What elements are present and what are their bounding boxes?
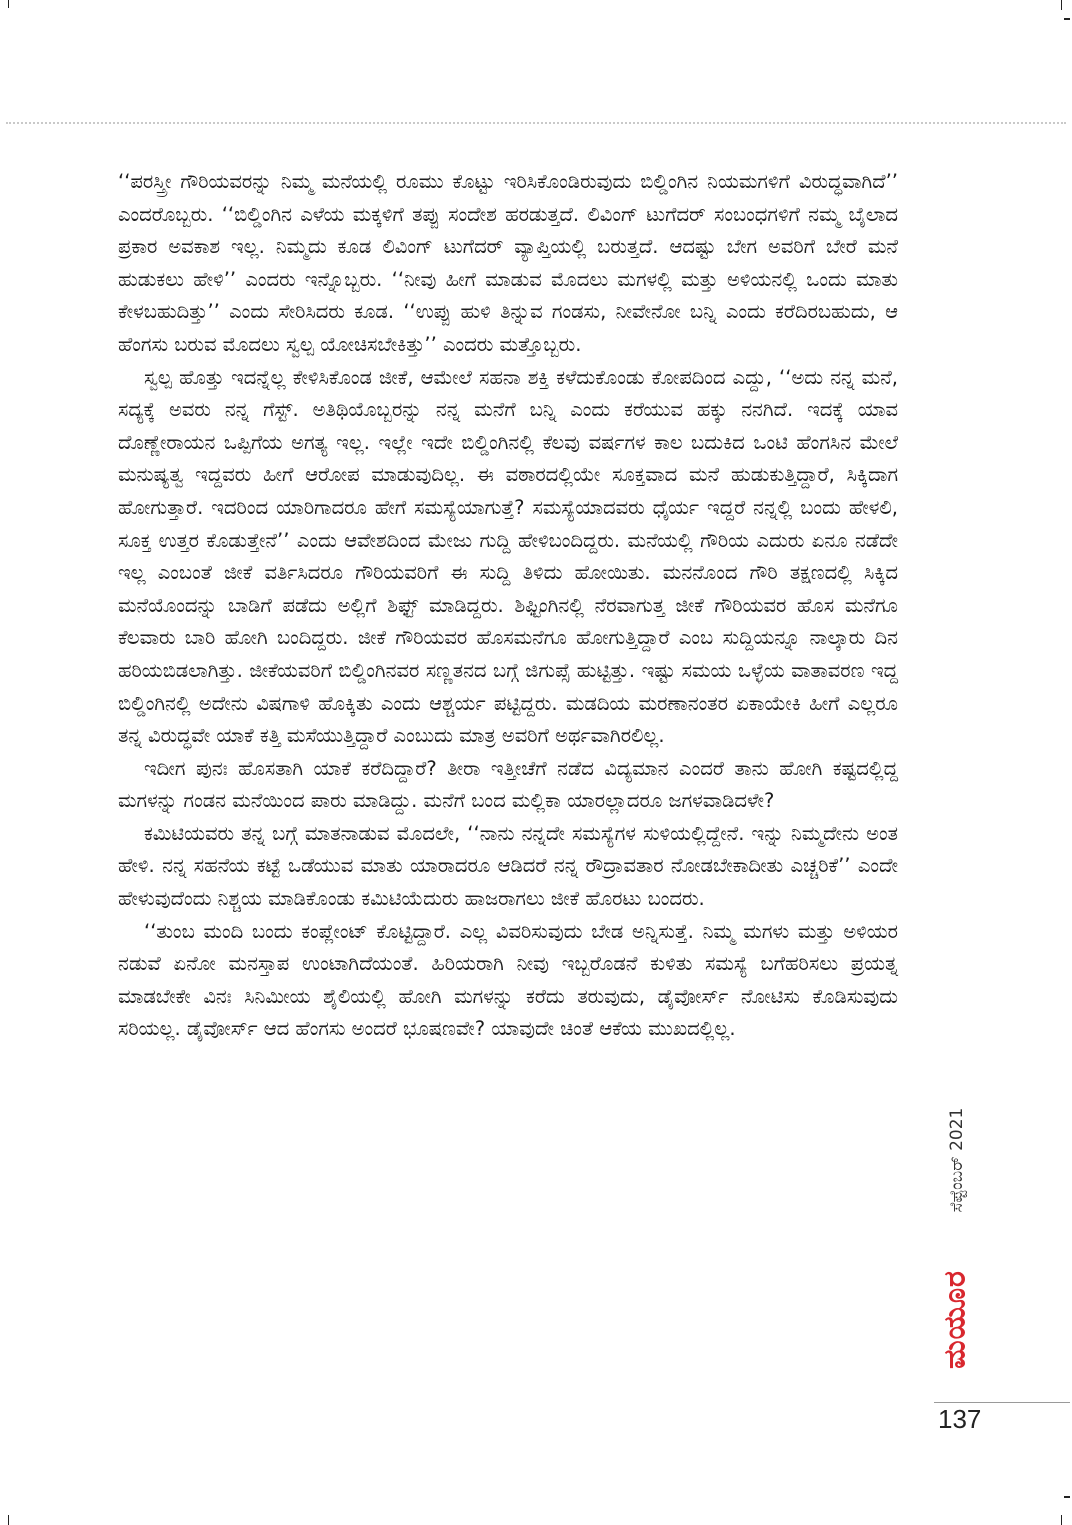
article-body <box>118 166 898 1046</box>
magazine-logo <box>938 1244 972 1394</box>
paragraph-2: ಸ್ವಲ್ಪ ಹೊತ್ತು ಇದನ್ನೆಲ್ಲ ಕೇಳಿಸಿಕೊಂಡ ಜೀಕೆ, ಆಮೇಲೆ ಸಹನಾ ಶಕ್ತಿ ಕಳೆದುಕೊಂಡು ಕೋಪದಿಂದ ಎದ್ದು, ‘‘ಅದು ನನ್ನ ಮನೆ, ಸದ್ಯಕ್ಕೆ ಅವರು ನನ್ನ ಗೆಸ್ಟ್. ಅತಿಥಿಯೊಬ್ಬರನ್ನು ನನ್ನ ಮನೆಗೆ ಬನ್ನಿ ಎಂದು ಕರೆಯುವ ಹಕ್ಕು ನನಗಿದೆ. ಇದಕ್ಕೆ ಯಾವ ದೊಣ್ಣೇರಾಯನ ಒಪ್ಪಿಗೆಯ ಅಗತ್ಯ ಇಲ್ಲ. ಇಲ್ಲೇ ಇದೇ ಬಿಲ್ಡಿಂಗಿನಲ್ಲಿ ಕೆಲವು ವರ್ಷಗಳ ಕಾಲ ಬದುಕಿದ ಒಂಟಿ ಹೆಂಗಸಿನ ಮೇಲೆ ಮನುಷ್ಯತ್ವ ಇದ್ದವರು ಹೀಗೆ ಆರೋಪ ಮಾಡುವುದಿಲ್ಲ. ಈ ವಠಾರದಲ್ಲಿಯೇ ಸೂಕ್ತವಾದ ಮನೆ ಹುಡುಕುತ್ತಿದ್ದಾರೆ, ಸಿಕ್ಕಿದಾಗ ಹೋಗುತ್ತಾರೆ. ಇದರಿಂದ ಯಾರಿಗಾದರೂ ಹೇಗೆ ಸಮಸ್ಯೆಯಾಗುತ್ತೆ? ಸಮಸ್ಯೆಯಾದವರು ಧೈರ್ಯ ಇದ್ದರೆ ನನ್ನಲ್ಲಿ ಬಂದು ಹೇಳಲಿ, ಸೂಕ್ತ ಉತ್ತರ ಕೊಡುತ್ತೇನೆ’’ ಎಂದು ಆವೇಶದಿಂದ ಮೇಜು ಗುದ್ದಿ ಹೇಳಿಬಂದಿದ್ದರು. ಮನೆಯಲ್ಲಿ ಗೌರಿಯ ಎದುರು ಏನೂ ನಡೆದೇ ಇಲ್ಲ ಎಂಬಂತೆ ಜೀಕೆ ವರ್ತಿಸಿದರೂ ಗೌರಿಯವರಿಗೆ ಈ ಸುದ್ದಿ ತಿಳಿದು ಹೋಯಿತು. ಮನನೊಂದ ಗೌರಿ ತಕ್ಷಣದಲ್ಲಿ ಸಿಕ್ಕಿದ ಮನೆಯೊಂದನ್ನು ಬಾಡಿಗೆ ಪಡೆದು ಅಲ್ಲಿಗೆ ಶಿಫ್ಟ್ ಮಾಡಿದ್ದರು. ಶಿಫ್ಟಿಂಗಿನಲ್ಲಿ ನೆರವಾಗುತ್ತ ಜೀಕೆ ಗೌರಿಯವರ ಹೊಸ ಮನೆಗೂ ಕೆಲವಾರು ಬಾರಿ ಹೋಗಿ ಬಂದಿದ್ದರು. ಜೀಕೆ ಗೌರಿಯವರ ಹೊಸಮನೆಗೂ ಹೋಗುತ್ತಿದ್ದಾರೆ ಎಂಬ ಸುದ್ದಿಯನ್ನೂ ನಾಲ್ಕಾರು ದಿನ ಹರಿಯಬಿಡಲಾಗಿತ್ತು. ಜೀಕೆಯವರಿಗೆ ಬಿಲ್ಡಿಂಗಿನವರ ಸಣ್ಣತನದ ಬಗ್ಗೆ ಜಿಗುಪ್ಸೆ ಹುಟ್ಟಿತ್ತು. ಇಷ್ಟು ಸಮಯ ಒಳ್ಳೆಯ ವಾತಾವರಣ ಇದ್ದ ಬಿಲ್ಡಿಂಗಿನಲ್ಲಿ ಅದೇನು ವಿಷಗಾಳಿ ಹೊಕ್ಕಿತು ಎಂದು ಆಶ್ಚರ್ಯ ಪಟ್ಟಿದ್ದರು. ಮಡದಿಯ ಮರಣಾನಂತರ ಏಕಾಯೇಕಿ ಹೀಗೆ ಎಲ್ಲರೂ ತನ್ನ ವಿರುದ್ಧವೇ ಯಾಕೆ ಕತ್ತಿ ಮಸೆಯುತ್ತಿದ್ದಾರೆ ಎಂಬುದು ಮಾತ್ರ ಅವರಿಗೆ ಅರ್ಥವಾಗಿರಲಿಲ್ಲ. <box>118 365 898 748</box>
issue-date-label <box>938 1098 972 1238</box>
crop-mark-top-right <box>1061 0 1062 10</box>
crop-mark-right-top <box>1064 18 1070 20</box>
paragraph-5: ‘‘ತುಂಬ ಮಂದಿ ಬಂದು ಕಂಪ್ಲೇಂಟ್ ಕೊಟ್ಟಿದ್ದಾರೆ. ಎಲ್ಲ ವಿವರಿಸುವುದು ಬೇಡ ಅನ್ನಿಸುತ್ತೆ. ನಿಮ್ಮ ಮಗಳು ಮತ್ತು ಅಳಿಯರ ನಡುವೆ ಏನೋ ಮನಸ್ತಾಪ ಉಂಟಾಗಿದೆಯಂತೆ. ಹಿರಿಯರಾಗಿ ನೀವು ಇಬ್ಬರೊಡನೆ ಕುಳಿತು ಸಮಸ್ಯೆ ಬಗೆಹರಿಸಲು ಪ್ರಯತ್ನ ಮಾಡಬೇಕೇ ವಿನಃ ಸಿನಿಮೀಯ ಶೈಲಿಯಲ್ಲಿ ಹೋಗಿ ಮಗಳನ್ನು ಕರೆದು ತರುವುದು, ಡೈವೋರ್ಸ್ ನೋಟಿಸು ಕೊಡಿಸುವುದು ಸರಿಯಲ್ಲ. ಡೈವೋರ್ಸ್ ಆದ ಹೆಂಗಸು ಅಂದರೆ ಭೂಷಣವೇ? ಯಾವುದೇ ಚಿಂತೆ ಆಕೆಯ ಮುಖದಲ್ಲಿಲ್ಲ. <box>118 919 898 1041</box>
page-number-rule <box>934 1402 1070 1403</box>
paragraph-4: ಕಮಿಟಿಯವರು ತನ್ನ ಬಗ್ಗೆ ಮಾತನಾಡುವ ಮೊದಲೇ, ‘‘ನಾನು ನನ್ನದೇ ಸಮಸ್ಯೆಗಳ ಸುಳಿಯಲ್ಲಿದ್ದೇನೆ. ಇನ್ನು ನಿಮ್ಮದೇನು ಅಂತ ಹೇಳಿ. ನನ್ನ ಸಹನೆಯ ಕಟ್ಟೆ ಒಡೆಯುವ ಮಾತು ಯಾರಾದರೂ ಆಡಿದರೆ ನನ್ನ ರೌದ್ರಾವತಾರ ನೋಡಬೇಕಾದೀತು ಎಚ್ಚರಿಕೆ’’ ಎಂದೇ ಹೇಳುವುದೆಂದು ನಿಶ್ಚಯ ಮಾಡಿಕೊಂಡು ಕಮಿಟಿಯೆದುರು ಹಾಜರಾಗಲು ಜೀಕೆ ಹೊರಟು ಬಂದರು. <box>118 821 898 911</box>
issue-month-year: ಸೆಪ್ಟೆಂಬರ್ 2021 <box>947 1107 967 1213</box>
page-number: 137 <box>938 1404 982 1434</box>
paragraph-1: ‘‘ಪರಸ್ತ್ರೀ ಗೌರಿಯವರನ್ನು ನಿಮ್ಮ ಮನೆಯಲ್ಲಿ ರೂಮು ಕೊಟ್ಟು ಇರಿಸಿಕೊಂಡಿರುವುದು ಬಿಲ್ಡಿಂಗಿನ ನಿಯಮಗಳಿಗೆ ವಿರುದ್ಧವಾಗಿದೆ’’ ಎಂದರೊಬ್ಬರು. ‘‘ಬಿಲ್ಡಿಂಗಿನ ಎಳೆಯ ಮಕ್ಕಳಿಗೆ ತಪ್ಪು ಸಂದೇಶ ಹರಡುತ್ತದೆ. ಲಿವಿಂಗ್ ಟುಗೆದರ್ ಸಂಬಂಧಗಳಿಗೆ ನಮ್ಮ ಬೈಲಾದ ಪ್ರಕಾರ ಅವಕಾಶ ಇಲ್ಲ. ನಿಮ್ಮದು ಕೂಡ ಲಿವಿಂಗ್ ಟುಗೆದರ್ ವ್ಯಾಪ್ತಿಯಲ್ಲಿ ಬರುತ್ತದೆ. ಆದಷ್ಟು ಬೇಗ ಅವರಿಗೆ ಬೇರೆ ಮನೆ ಹುಡುಕಲು ಹೇಳಿ’’ ಎಂದರು ಇನ್ನೊಬ್ಬರು. ‘‘ನೀವು ಹೀಗೆ ಮಾಡುವ ಮೊದಲು ಮಗಳಲ್ಲಿ ಮತ್ತು ಅಳಿಯನಲ್ಲಿ ಒಂದು ಮಾತು ಕೇಳಬಹುದಿತ್ತು’’ ಎಂದು ಸೇರಿಸಿದರು ಕೂಡ. ‘‘ಉಪ್ಪು ಹುಳಿ ತಿನ್ನುವ ಗಂಡಸು, ನೀವೇನೋ ಬನ್ನಿ ಎಂದು ಕರೆದಿರಬಹುದು, ಆ ಹೆಂಗಸು ಬರುವ ಮೊದಲು ಸ್ವಲ್ಪ ಯೋಚಿಸಬೇಕಿತ್ತು’’ ಎಂದರು ಮತ್ತೊಬ್ಬರು. <box>118 170 898 356</box>
header-dotted-divider <box>6 122 1066 124</box>
paragraph-3: ಇದೀಗ ಪುನಃ ಹೊಸತಾಗಿ ಯಾಕೆ ಕರೆದಿದ್ದಾರೆ? ತೀರಾ ಇತ್ತೀಚೆಗೆ ನಡೆದ ವಿದ್ಯಮಾನ ಎಂದರೆ ತಾನು ಹೋಗಿ ಕಷ್ಟದಲ್ಲಿದ್ದ ಮಗಳನ್ನು ಗಂಡನ ಮನೆಯಿಂದ ಪಾರು ಮಾಡಿದ್ದು. ಮನೆಗೆ ಬಂದ ಮಲ್ಲಿಕಾ ಯಾರಲ್ಲಾದರೂ ಜಗಳವಾಡಿದಳೇ? <box>118 756 898 813</box>
magazine-name: ಮಯೂರ <box>937 1270 973 1369</box>
crop-mark-bottom-right <box>1061 1515 1062 1525</box>
crop-mark-bottom-left <box>8 1515 9 1525</box>
crop-mark-top-left <box>8 0 9 8</box>
crop-mark-right-bottom <box>1064 1496 1070 1498</box>
